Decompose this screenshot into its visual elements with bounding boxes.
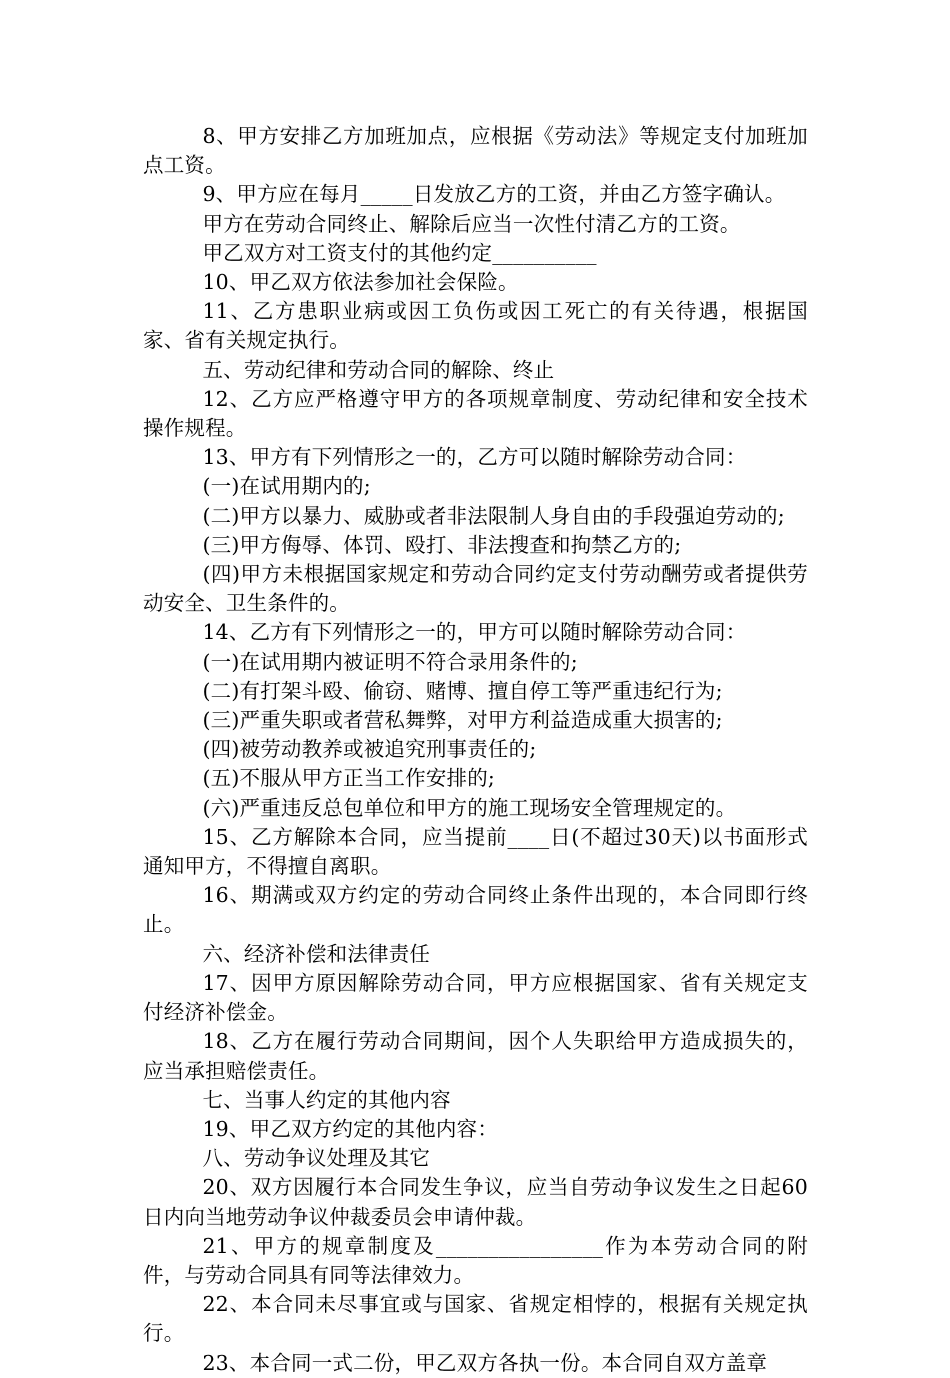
clause-23: 23、本合同一式二份，甲乙双方各执一份。本合同自双方盖章 <box>202 1350 768 1375</box>
clause-14-item-4: (四)被劳动教养或被追究刑事责任的; <box>202 737 537 762</box>
clause-22: 22、本合同未尽事宜或与国家、省规定相悖的，根据有关规定执行。 <box>143 1292 808 1346</box>
clause-13-item-4: (四)甲方未根据国家规定和劳动合同约定支付劳动酬劳或者提供劳动安全、卫生条件的。 <box>143 562 808 616</box>
clause-13: 13、甲方有下列情形之一的，乙方可以随时解除劳动合同： <box>202 445 747 470</box>
clause-13-item-1: (一)在试用期内的; <box>202 474 371 499</box>
clause-14-item-5: (五)不服从甲方正当工作安排的; <box>202 766 496 791</box>
section-heading-7: 七、当事人约定的其他内容 <box>202 1087 451 1112</box>
clause-14: 14、乙方有下列情形之一的，甲方可以随时解除劳动合同： <box>202 620 747 645</box>
clause-20: 20、双方因履行本合同发生争议，应当自劳动争议发生之日起60日内向当地劳动争议仲裁委员会申请仲裁。 <box>143 1175 808 1229</box>
clause-21: 21、甲方的规章制度及________________作为本劳动合同的附件，与劳动合同具有同等法律效力。 <box>143 1233 808 1287</box>
clause-13-item-3: (三)甲方侮辱、体罚、殴打、非法搜查和拘禁乙方的; <box>202 532 682 557</box>
clause-19: 19、甲乙双方约定的其他内容： <box>202 1116 499 1141</box>
clause-14-item-1: (一)在试用期内被证明不符合录用条件的; <box>202 649 578 674</box>
clause-14-item-2: (二)有打架斗殴、偷窃、赌博、擅自停工等严重违纪行为; <box>202 678 723 703</box>
clause-15: 15、乙方解除本合同，应当提前____日(不超过30天)以书面形式通知甲方，不得擅自离职。 <box>143 824 808 879</box>
contract-body <box>143 122 808 1378</box>
clause-17: 17、因甲方原因解除劳动合同，甲方应根据国家、省有关规定支付经济补偿金。 <box>143 970 808 1025</box>
clause-13-item-2: (二)甲方以暴力、威胁或者非法限制人身自由的手段强迫劳动的; <box>202 503 785 528</box>
clause-9-other-agreement: 甲乙双方对工资支付的其他约定__________ <box>202 240 597 265</box>
clause-11: 11、乙方患职业病或因工负伤或因工死亡的有关待遇，根据国家、省有关规定执行。 <box>143 299 808 353</box>
clause-8: 8、甲方安排乙方加班加点，应根据《劳动法》等规定支付加班加点工资。 <box>143 124 808 178</box>
clause-14-item-6: (六)严重违反总包单位和甲方的施工现场安全管理规定的。 <box>202 795 737 820</box>
clause-12: 12、乙方应严格遵守甲方的各项规章制度、劳动纪律和安全技术操作规程。 <box>143 386 808 441</box>
section-heading-8: 八、劳动争议处理及其它 <box>202 1146 431 1171</box>
section-heading-6: 六、经济补偿和法律责任 <box>202 941 431 966</box>
clause-14-item-3: (三)严重失职或者营私舞弊，对甲方利益造成重大损害的; <box>202 708 723 733</box>
clause-16: 16、期满或双方约定的劳动合同终止条件出现的，本合同即行终止。 <box>143 883 808 937</box>
clause-18: 18、乙方在履行劳动合同期间，因个人失职给甲方造成损失的，应当承担赔偿责任。 <box>143 1029 808 1083</box>
clause-9: 9、甲方应在每月_____日发放乙方的工资，并由乙方签字确认。 <box>202 182 786 207</box>
clause-10: 10、甲乙双方依法参加社会保险。 <box>202 270 519 295</box>
section-heading-5: 五、劳动纪律和劳动合同的解除、终止 <box>202 357 555 382</box>
clause-9-final-pay: 甲方在劳动合同终止、解除后应当一次性付清乙方的工资。 <box>202 211 741 236</box>
